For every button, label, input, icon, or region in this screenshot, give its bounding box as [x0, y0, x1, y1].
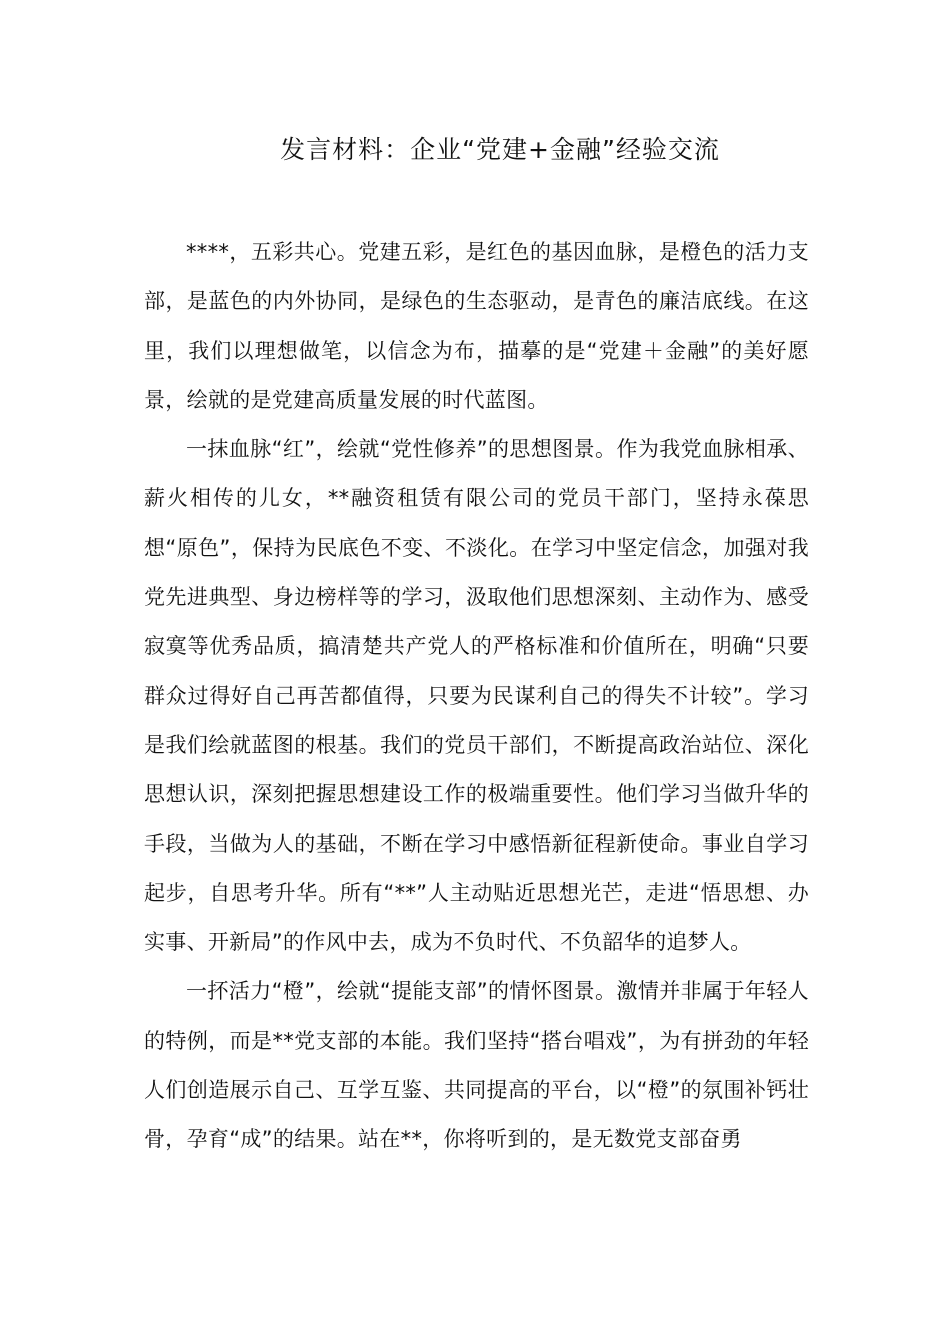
document-title: 发言材料：企业“党建+金融”经验交流 — [280, 135, 720, 164]
document-body — [144, 228, 809, 1165]
paragraph-1: ****，五彩共心。党建五彩，是红色的基因血脉，是橙色的活力支部，是蓝色的内外协同，是绿色的生态驱动，是青色的廉洁底线。在这里，我们以理想做笔，以信念为布，描摹的是“党建＋金融”的美好愿景，绘就的是党建高质量发展的时代蓝图。 — [144, 240, 809, 412]
paragraph-2: 一抹血脉“红”，绘就“党性修养”的思想图景。作为我党血脉相承、薪火相传的儿女，**融资租赁有限公司的党员干部门，坚持永葆思想“原色”，保持为民底色不变、不淡化。在学习中坚定信念，加强对我党先进典型、身边榜样等的学习，汲取他们思想深刻、主动作为、感受寂寞等优秀品质，搞清楚共产党人的严格标准和价值所在，明确“只要群众过得好自己再苦都值得，只要为民谋利自己的得失不计较”。学习是我们绘就蓝图的根基。我们的党员干部们，不断提高政治站位、深化思想认识，深刻把握思想建设工作的极端重要性。他们学习当做升华的手段，当做为人的基础，不断在学习中感悟新征程新使命。事业自学习起步，自思考升华。所有“**”人主动贴近思想光芒，走进“悟思想、办实事、开新局”的作风中去，成为不负时代、不负韶华的追梦人。 — [144, 437, 809, 955]
paragraph-3: 一抔活力“橙”，绘就“提能支部”的情怀图景。激情并非属于年轻人的特例，而是**党支部的本能。我们坚持“搭台唱戏”，为有拼劲的年轻人们创造展示自己、互学互鉴、共同提高的平台，以“橙”的氛围补钙壮骨，孕育“成”的结果。站在**，你将听到的，是无数党支部奋勇 — [144, 979, 809, 1152]
